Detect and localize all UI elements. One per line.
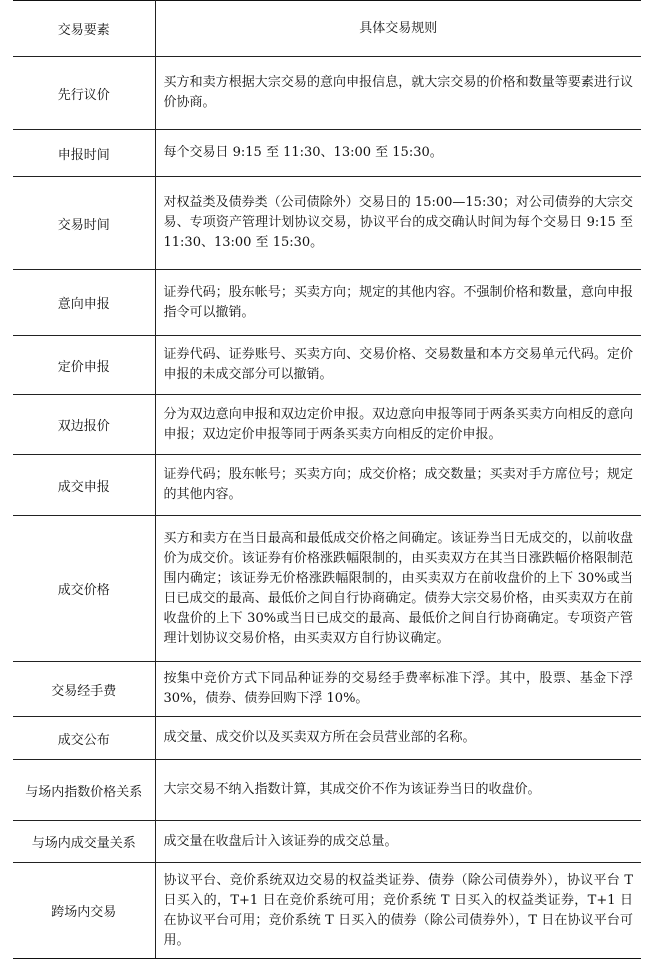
row-element: 申报时间 [13, 130, 155, 177]
table-row [13, 863, 641, 959]
row-rule: 分为双边意向申报和双边定价申报。双边意向申报等同于两条买卖方向相反的意向申报；双边定价申报等同于两条买卖方向相反的定价申报。 [155, 395, 641, 455]
row-element: 成交申报 [13, 455, 155, 516]
table-row [13, 395, 641, 455]
table-row [13, 760, 641, 821]
table-header-row [13, 1, 641, 57]
table-row [13, 130, 641, 177]
table-row [13, 821, 641, 863]
table-row [13, 270, 641, 336]
header-trading-rule: 具体交易规则 [155, 1, 641, 57]
row-rule: 成交量、成交价以及买卖双方所在会员营业部的名称。 [155, 717, 641, 760]
row-element: 成交公布 [13, 717, 155, 760]
row-rule: 证券代码、证券账号、买卖方向、交易价格、交易数量和本方交易单元代码。定价申报的未成交部分可以撤销。 [155, 336, 641, 395]
row-rule: 协议平台、竞价系统双边交易的权益类证券、债券（除公司债券外），协议平台 T 日买入的，T+1 日在竞价系统可用；竞价系统 T 日买入的权益类证券，T+1 日在协议平台可用；竞价系统 T 日买入的债券（除公司债券外），T 日在协议平台可用。 [155, 863, 641, 959]
row-rule: 买方和卖方在当日最高和最低成交价格之间确定。该证券当日无成交的，以前收盘价为成交价。该证券有价格涨跌幅限制的，由买卖双方在其当日涨跌幅价格限制范围内确定；该证券无价格涨跌幅限制的，由买卖双方在前收盘价的上下 30%或当日已成交的最高、最低价之间自行协商确定。债券大宗交易价格，由买卖双方在前收盘价的上下 30%或当日已成交的最高、最低价之间自行协商确定。专项资产管理计划协议交易价格，由买卖双方自行协议确定。 [155, 516, 641, 662]
table-row [13, 336, 641, 395]
row-element: 定价申报 [13, 336, 155, 395]
row-element: 先行议价 [13, 57, 155, 130]
row-element: 交易时间 [13, 177, 155, 270]
trading-rules-table-wrapper [13, 0, 641, 959]
row-rule: 买方和卖方根据大宗交易的意向申报信息，就大宗交易的价格和数量等要素进行议价协商。 [155, 57, 641, 130]
trading-rules-table [13, 0, 641, 959]
row-rule: 证券代码；股东帐号；买卖方向；规定的其他内容。不强制价格和数量，意向申报指令可以撤销。 [155, 270, 641, 336]
row-element: 与场内指数价格关系 [13, 760, 155, 821]
row-rule: 大宗交易不纳入指数计算，其成交价不作为该证券当日的收盘价。 [155, 760, 641, 821]
table-row [13, 177, 641, 270]
row-element: 跨场内交易 [13, 863, 155, 959]
row-rule: 证券代码；股东帐号；买卖方向；成交价格；成交数量；买卖对手方席位号；规定的其他内容。 [155, 455, 641, 516]
row-rule: 对权益类及债券类（公司债除外）交易日的 15:00—15:30；对公司债券的大宗交易、专项资产管理计划协议交易，协议平台的成交确认时间为每个交易日 9:15 至 11:30、13:00 至 15:30。 [155, 177, 641, 270]
table-row [13, 662, 641, 717]
header-trading-element: 交易要素 [13, 1, 155, 57]
row-rule: 每个交易日 9:15 至 11:30、13:00 至 15:30。 [155, 130, 641, 177]
row-element: 意向申报 [13, 270, 155, 336]
row-element: 交易经手费 [13, 662, 155, 717]
row-element: 与场内成交量关系 [13, 821, 155, 863]
row-element: 成交价格 [13, 516, 155, 662]
row-rule: 成交量在收盘后计入该证券的成交总量。 [155, 821, 641, 863]
table-row [13, 57, 641, 130]
row-element: 双边报价 [13, 395, 155, 455]
table-row [13, 455, 641, 516]
table-row [13, 516, 641, 662]
row-rule: 按集中竞价方式下同品种证券的交易经手费率标准下浮。其中，股票、基金下浮 30%，债券、债券回购下浮 10%。 [155, 662, 641, 717]
table-row [13, 717, 641, 760]
